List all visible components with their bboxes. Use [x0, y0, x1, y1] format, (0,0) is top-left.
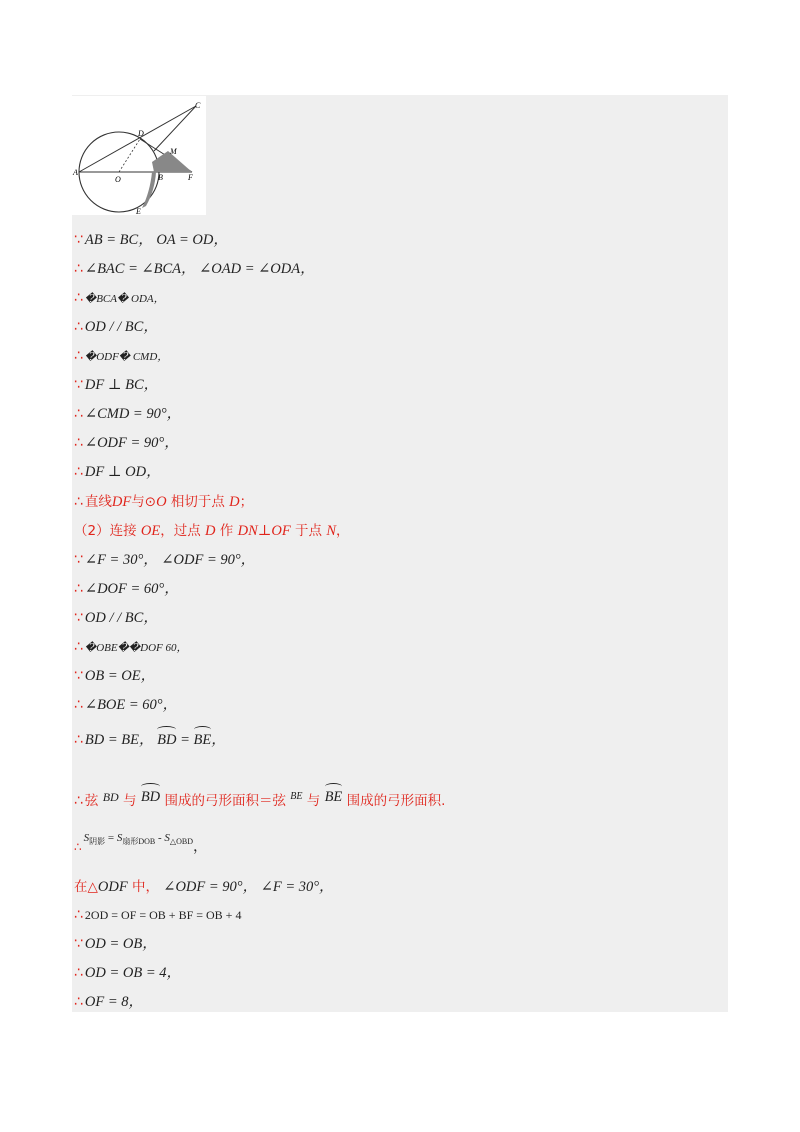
math-text: O — [156, 494, 167, 510]
circle-diagram — [72, 96, 206, 215]
label-a: A — [73, 168, 78, 177]
math-text: ∠ODF = 90°， ∠F = 30°， — [163, 879, 334, 895]
math-text: = — [105, 832, 117, 844]
therefore-symbol: ∴ — [74, 406, 83, 422]
math-text: AB = BC， OA = OD， — [84, 232, 228, 248]
therefore-symbol: ∴ — [74, 319, 83, 335]
math-text: ∠ODF = 90°， — [84, 435, 179, 451]
proof-line-3 — [74, 287, 165, 309]
math-text: DF — [111, 494, 132, 510]
math-text: ∠CMD = 90°， — [84, 406, 182, 422]
proof-line-21 — [74, 876, 334, 898]
arc-bd: BD — [141, 786, 160, 808]
text: ； — [239, 494, 254, 510]
therefore-symbol: ∴ — [74, 994, 83, 1010]
subscript: 阴影 — [89, 837, 106, 846]
math-text: D — [205, 523, 216, 539]
therefore-symbol: ∴ — [74, 732, 83, 748]
arc-be: BE — [194, 729, 212, 751]
proof-line-22 — [74, 904, 241, 926]
proof-line-11 — [74, 520, 350, 542]
math-text: BE — [290, 791, 303, 802]
math-text: OF = 8， — [84, 994, 144, 1010]
label-e: E — [136, 207, 141, 215]
therefore-symbol: ∴ — [74, 639, 83, 655]
arc-bd: BD — [157, 729, 176, 751]
label-f: F — [188, 173, 193, 182]
therefore-symbol: ∴ — [74, 261, 83, 277]
proof-line-24 — [74, 962, 181, 984]
text: ， — [336, 523, 350, 539]
math-text: ODF — [97, 879, 128, 895]
math-text: DN — [237, 523, 258, 539]
therefore-symbol: ∴ — [74, 793, 83, 809]
proof-line-12 — [74, 549, 255, 571]
therefore-symbol: ∴ — [74, 435, 83, 451]
text: 相切于点 — [166, 494, 230, 510]
label-o: O — [115, 175, 121, 184]
math-text: ∠BOE = 60°， — [84, 697, 178, 713]
math-text: OD = OB， — [84, 936, 157, 952]
arc-be: BE — [325, 786, 343, 808]
math-text: OD / / BC， — [84, 319, 158, 335]
therefore-symbol: ∴ — [74, 464, 83, 480]
because-symbol: ∵ — [74, 552, 83, 568]
proof-line-18 — [74, 729, 226, 751]
math-text: OE — [140, 523, 161, 539]
math-text: OD / / BC， — [84, 610, 158, 626]
because-symbol: ∵ — [74, 377, 83, 393]
label-d: D — [138, 129, 144, 138]
because-symbol: ∵ — [74, 936, 83, 952]
math-text: ， — [211, 732, 226, 748]
math-text: OB = OE， — [84, 668, 156, 684]
therefore-symbol: ∴ — [74, 348, 83, 364]
line-bc — [154, 106, 196, 151]
math-text: = — [176, 732, 194, 748]
because-symbol: ∵ — [74, 668, 83, 684]
proof-line-10 — [74, 491, 253, 513]
math-text: OF — [271, 523, 291, 539]
label-c: C — [195, 101, 201, 110]
proof-line-19 — [74, 786, 445, 808]
proof-line-2 — [74, 258, 315, 280]
text: 直线 — [84, 494, 112, 510]
therefore-symbol: ∴ — [74, 581, 83, 597]
math-text: S — [83, 832, 90, 844]
text: 作 — [215, 523, 238, 539]
geometry-figure — [72, 96, 206, 215]
therefore-symbol: ∴ — [74, 290, 83, 306]
text: 与 — [302, 793, 325, 809]
proof-line-4 — [74, 316, 158, 338]
math-text: ∠F = 30°， ∠ODF = 90°， — [84, 552, 256, 568]
math-text: �BCA� ODA， — [84, 293, 165, 305]
math-text: DF ⊥ OD， — [84, 464, 161, 480]
area-formula — [84, 832, 193, 844]
text: ⊥ — [257, 523, 272, 539]
label-m: M — [170, 147, 177, 156]
text: 围成的弓形面积＝弦 — [160, 793, 291, 809]
proof-line-25 — [74, 991, 143, 1013]
text: 弦 — [84, 793, 103, 809]
therefore-symbol: ∴ — [74, 965, 83, 981]
proof-line-20 — [74, 832, 208, 858]
therefore-symbol: ∴ — [74, 697, 83, 713]
proof-line-9 — [74, 461, 161, 483]
proof-line-7 — [74, 403, 181, 425]
proof-line-14 — [74, 607, 158, 629]
math-text: N — [326, 523, 337, 539]
text: 与⊙ — [131, 494, 157, 510]
because-symbol: ∵ — [74, 232, 83, 248]
proof-line-17 — [74, 694, 177, 716]
proof-line-13 — [74, 578, 179, 600]
text: 中， — [127, 879, 164, 895]
math-text: DF ⊥ BC， — [84, 377, 159, 393]
text: 在△ — [74, 879, 98, 895]
math-text: S — [116, 832, 123, 844]
text: 围成的弓形面积. — [342, 793, 446, 809]
therefore-symbol: ∴ — [74, 494, 83, 510]
therefore-symbol: ∴ — [74, 840, 82, 854]
because-symbol: ∵ — [74, 610, 83, 626]
math-text: D — [229, 494, 240, 510]
text: 于点 — [290, 523, 327, 539]
math-text: �OBE��DOF 60， — [84, 642, 188, 654]
math-text: ∠BAC = ∠BCA， ∠OAD = ∠ODA， — [84, 261, 315, 277]
text: 与 — [118, 793, 141, 809]
math-text: �ODF� CMD， — [84, 351, 169, 363]
proof-line-15 — [74, 636, 188, 658]
proof-line-23 — [74, 933, 157, 955]
math-text: S — [164, 832, 170, 844]
math-text: 2OD = OF = OB + BF = OB + 4 — [84, 908, 242, 922]
proof-line-6 — [74, 374, 158, 396]
proof-line-5 — [74, 345, 168, 367]
therefore-symbol: ∴ — [74, 907, 83, 923]
math-text: - — [155, 832, 165, 844]
proof-line-1 — [74, 229, 228, 251]
subscript: 扇形DOB — [122, 837, 156, 846]
math-text: OD = OB = 4， — [84, 965, 182, 981]
math-text: BD = BE， — [84, 732, 158, 748]
text: ，过点 — [160, 523, 206, 539]
subscript: △OBD — [169, 837, 193, 846]
label-b: B — [158, 173, 163, 182]
proof-line-8 — [74, 432, 179, 454]
proof-line-16 — [74, 665, 155, 687]
math-text: ∠DOF = 60°， — [84, 581, 179, 597]
math-text: ， — [192, 839, 208, 855]
math-text: BD — [102, 790, 119, 804]
text: （2）连接 — [74, 523, 141, 539]
